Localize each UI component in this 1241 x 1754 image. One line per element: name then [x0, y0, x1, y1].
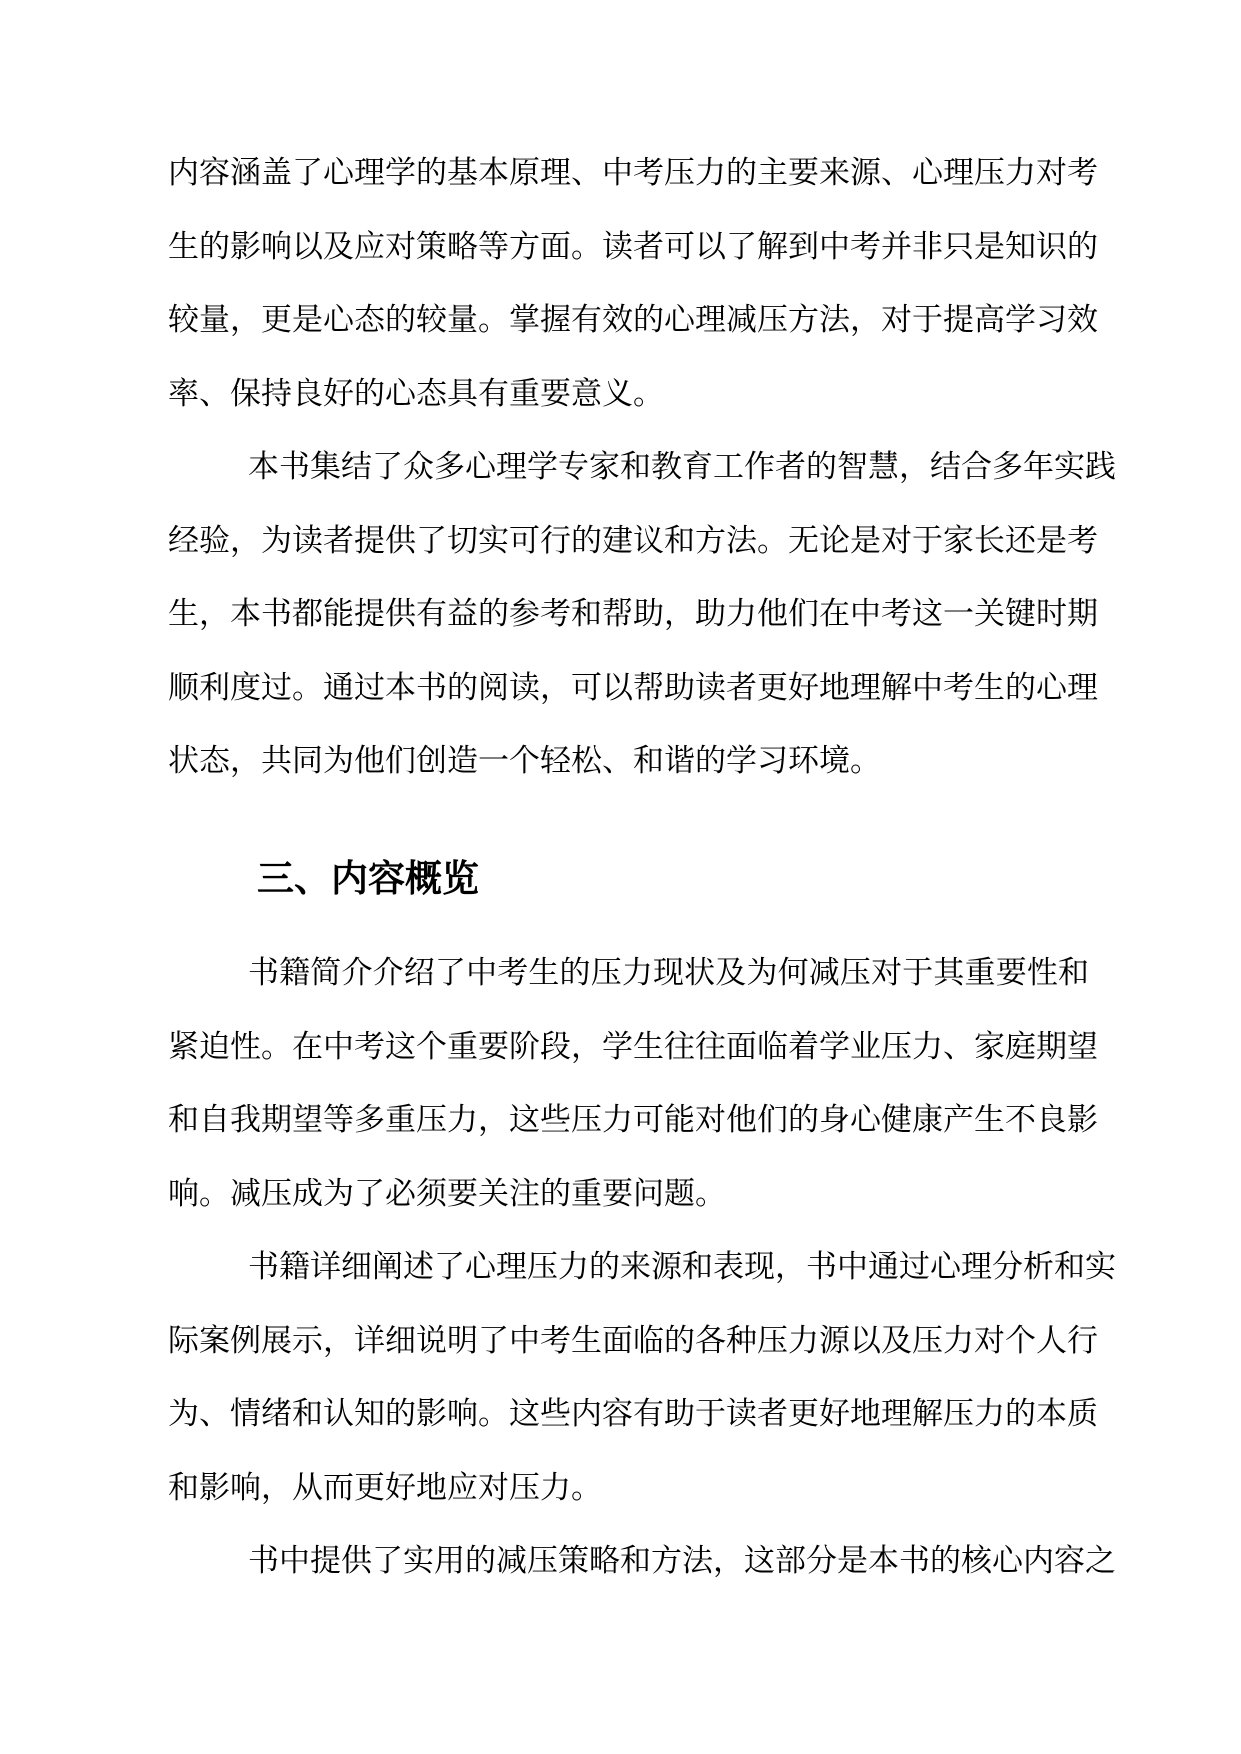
paragraph-line: 际案例展示，详细说明了中考生面临的各种压力源以及压力对个人行 [168, 1322, 1098, 1358]
paragraph-line: 书籍详细阐述了心理压力的来源和表现，书中通过心理分析和实 [248, 1249, 1116, 1284]
text-block [168, 136, 1116, 1598]
paragraph-line: 顺利度过。通过本书的阅读，可以帮助读者更好地理解中考生的心理 [168, 669, 1098, 705]
paragraph-line: 率、保持良好的心态具有重要意义。 [168, 375, 664, 411]
paragraph-line: 书中提供了实用的减压策略和方法，这部分是本书的核心内容之 [248, 1543, 1116, 1578]
paragraph-line: 和自我期望等多重压力，这些压力可能对他们的身心健康产生不良影 [168, 1102, 1098, 1137]
paragraph-line: 和影响，从而更好地应对压力。 [168, 1469, 602, 1505]
paragraph-line: 生，本书都能提供有益的参考和帮助，助力他们在中考这一关键时期 [168, 596, 1098, 631]
paragraph-line: 较量，更是心态的较量。掌握有效的心理减压方法，对于提高学习效 [168, 302, 1098, 337]
paragraph-line: 为、情绪和认知的影响。这些内容有助于读者更好地理解压力的本质 [168, 1396, 1098, 1431]
paragraph [168, 1524, 1116, 1598]
section-heading: 三、内容概览 [257, 858, 479, 900]
paragraph-line: 经验，为读者提供了切实可行的建议和方法。无论是对于家长还是考 [168, 522, 1098, 558]
paragraph-line: 本书集结了众多心理学专家和教育工作者的智慧，结合多年实践 [248, 449, 1116, 484]
paragraph-line: 响。减压成为了必须要关注的重要问题。 [168, 1175, 726, 1211]
paragraph [168, 1230, 1116, 1524]
paragraph-line: 状态，共同为他们创造一个轻松、和谐的学习环境。 [168, 743, 881, 778]
paragraph-line: 内容涵盖了心理学的基本原理、中考压力的主要来源、心理压力对考 [168, 155, 1098, 190]
paragraph [168, 136, 1098, 430]
paragraph-line: 紧迫性。在中考这个重要阶段，学生往往面临着学业压力、家庭期望 [168, 1028, 1098, 1064]
paragraph [168, 430, 1116, 798]
paragraph-line: 书籍简介介绍了中考生的压力现状及为何减压对于其重要性和 [248, 955, 1089, 990]
paragraph-line: 生的影响以及应对策略等方面。读者可以了解到中考并非只是知识的 [168, 228, 1098, 264]
paragraph [168, 936, 1098, 1230]
